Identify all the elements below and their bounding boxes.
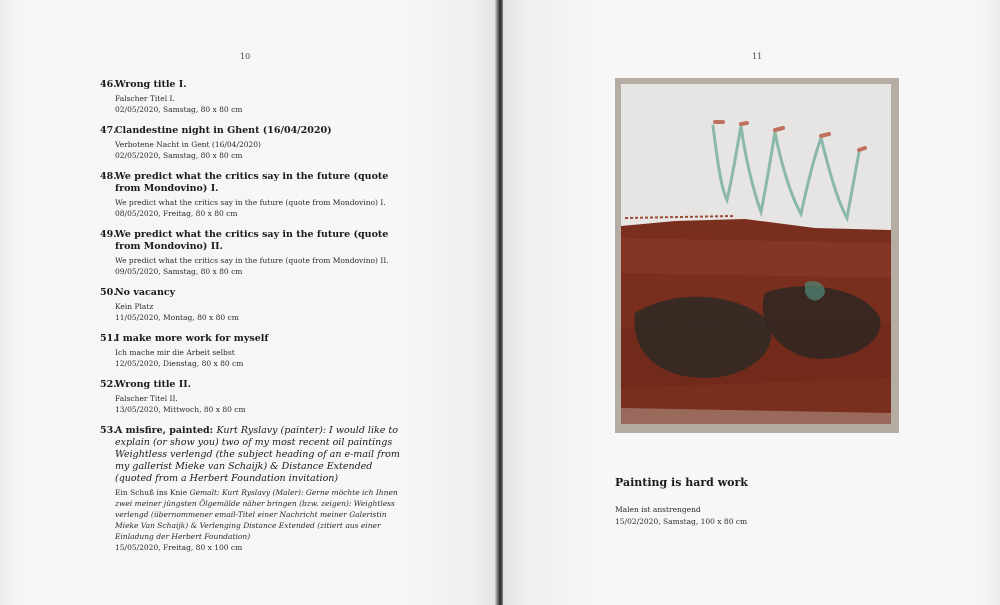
entry-title bbox=[115, 425, 400, 485]
entry-number: 52. bbox=[100, 379, 117, 390]
entry-meta: 09/05/2020, Samstag, 80 x 80 cm bbox=[115, 267, 243, 276]
entry-subtitle-italic: Gemalt: Kurt Ryslavy (Maler): Gerne möchte ich Ihnen zwei meiner jüngsten Ölgemälde näher bringen (bzw. zeigen): Weightless verlengd (übernommener email-Titel einer Nachricht meiner Galeristin Mieke Van Schaijk) & Verlenging Distance Extended (zitiert aus einer Einladung der Herbert Foundation) bbox=[115, 488, 398, 541]
catalog-list bbox=[100, 79, 400, 563]
entry-meta: 15/05/2020, Freitag, 80 x 100 cm bbox=[115, 543, 243, 552]
entry-number: 46. bbox=[100, 79, 117, 90]
right-page bbox=[503, 0, 1000, 605]
catalog-entry bbox=[100, 333, 400, 369]
painting-photo bbox=[615, 78, 899, 433]
entry-meta: 02/05/2020, Samstag, 80 x 80 cm bbox=[115, 151, 243, 160]
caption-meta: 15/02/2020, Samstag, 100 x 80 cm bbox=[615, 517, 748, 526]
catalog-entry bbox=[100, 229, 400, 277]
entry-title: Wrong title I. bbox=[115, 79, 187, 90]
entry-subtitle: Falscher Titel I. bbox=[115, 94, 175, 103]
entry-number: 47. bbox=[100, 125, 117, 136]
caption-title: Painting is hard work bbox=[615, 476, 748, 489]
entry-title-italic: Kurt Ryslavy (painter): I would like to explain (or show you) two of my most recent oil paintings Weightless verlengd (the subject heading of an e-mail from my gallerist Mieke van Schaijk) & Distance Extended (quoted from a Herbert Foundation invitation) bbox=[115, 425, 400, 484]
entry-meta: 08/05/2020, Freitag, 80 x 80 cm bbox=[115, 209, 238, 218]
left-page bbox=[0, 0, 497, 605]
catalog-entry bbox=[100, 171, 400, 219]
catalog-entry bbox=[100, 287, 400, 323]
catalog-entry bbox=[100, 379, 400, 415]
painting-image bbox=[615, 78, 899, 433]
entry-subtitle-plain: Ein Schuß ins Knie bbox=[115, 488, 188, 497]
entry-number: 51. bbox=[100, 333, 117, 344]
entry-subtitle: Verbotene Nacht in Gent (16/04/2020) bbox=[115, 140, 261, 149]
entry-subtitle: Kein Platz bbox=[115, 302, 154, 311]
entry-title: Wrong title II. bbox=[115, 379, 191, 390]
entry-number: 49. bbox=[100, 229, 117, 240]
entry-subtitle: Falscher Titel II. bbox=[115, 394, 178, 403]
entry-title: No vacancy bbox=[115, 287, 176, 298]
entry-meta: 02/05/2020, Samstag, 80 x 80 cm bbox=[115, 105, 243, 114]
entry-subtitle: We predict what the critics say in the future (quote from Mondovino) II. bbox=[115, 256, 389, 265]
catalog-entry-53 bbox=[100, 425, 400, 553]
page-number-right: 11 bbox=[752, 52, 763, 61]
entry-number: 53. bbox=[100, 425, 117, 436]
entry-number: 48. bbox=[100, 171, 117, 182]
entry-meta: 11/05/2020, Montag, 80 x 80 cm bbox=[115, 313, 239, 322]
entry-title: I make more work for myself bbox=[115, 333, 269, 344]
entry-title: We predict what the critics say in the future (quote from Mondovino) II. bbox=[115, 229, 389, 252]
entry-title-bold: A misfire, painted: bbox=[115, 425, 214, 436]
entry-title: Clandestine night in Ghent (16/04/2020) bbox=[115, 125, 332, 136]
entry-title: We predict what the critics say in the future (quote from Mondovino) I. bbox=[115, 171, 389, 194]
entry-meta: 12/05/2020, Dienstag, 80 x 80 cm bbox=[115, 359, 244, 368]
entry-number: 50. bbox=[100, 287, 117, 298]
entry-subtitle: We predict what the critics say in the future (quote from Mondovino) I. bbox=[115, 198, 386, 207]
entry-subtitle: Ich mache mir die Arbeit selbst bbox=[115, 348, 235, 357]
caption-subtitle: Malen ist anstrengend bbox=[615, 505, 701, 514]
entry-subtitle bbox=[115, 487, 400, 542]
catalog-entry bbox=[100, 79, 400, 115]
catalog-entry bbox=[100, 125, 400, 161]
entry-meta: 13/05/2020, Mittwoch, 80 x 80 cm bbox=[115, 405, 246, 414]
page-number-left: 10 bbox=[240, 52, 251, 61]
